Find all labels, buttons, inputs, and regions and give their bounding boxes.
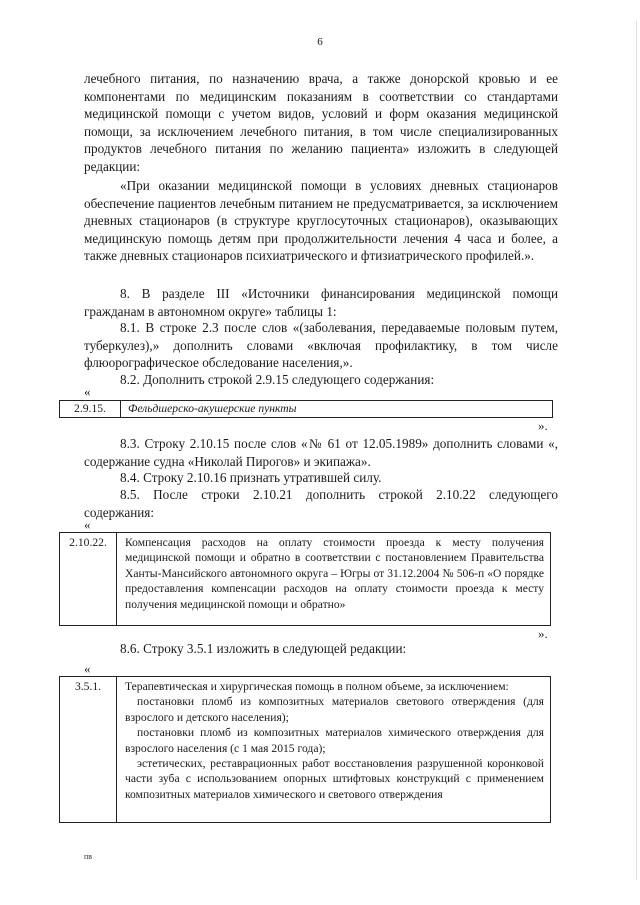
item-8-1: 8.1. В строке 2.3 после слов «(заболевания, передаваемые половым путем, туберкулез),» дополнить словами «включая профилактику, в том числе флюорографическое обследование населения,». bbox=[84, 320, 558, 371]
row-line-3: постановки пломб из композитных материалов химического отверждения для взрослого населения (с 1 мая 2015 года); bbox=[125, 726, 544, 755]
open-quote-3: « bbox=[84, 661, 91, 676]
close-quote-1: ». bbox=[538, 418, 548, 433]
item-8-2-block bbox=[84, 371, 558, 389]
intro-paragraph: лечебного питания, по назначению врача, а также донорской кровью и ее компонентами по медицинским показаниям в соответствии со стандартами медицинской помощи с учетом видов, условий и форм оказания медицинской помощи, за исключением лечебного питания, в том числе специализированных продуктов лечебного питания по желанию пациента» изложить в следующей редакции: bbox=[84, 71, 558, 174]
open-quote-2: « bbox=[84, 517, 91, 532]
row-code: 2.10.22. bbox=[60, 533, 117, 625]
row-text bbox=[117, 677, 550, 822]
row-line-2: постановки пломб из композитных материалов светового отверждения (для взрослого и детского населения); bbox=[125, 695, 544, 724]
row-code: 3.5.1. bbox=[60, 677, 117, 822]
item-8-1-block bbox=[84, 319, 558, 372]
row-line-4: эстетических, реставрационных работ восстановления разрушенной коронковой части зуба с использованием опорных штифтовых конструкций с применением композитных материалов химического и светового отверждения bbox=[125, 757, 544, 801]
page-number: 6 bbox=[317, 36, 323, 48]
table-row-2-10-22 bbox=[59, 532, 551, 626]
footer-mark: пв bbox=[84, 852, 93, 861]
item-8-3: 8.3. Строку 2.10.15 после слов «№ 61 от 12.05.1989» дополнить словами «, содержание судна «Николай Пирогов» и экипажа». bbox=[84, 436, 558, 469]
table-row-2-9-15 bbox=[59, 400, 553, 418]
intro-block bbox=[84, 70, 558, 176]
quote-paragraph: «При оказании медицинской помощи в условиях дневных стационаров обеспечение пациентов лечебным питанием не предусматривается, за исключением дневных стационаров (в структуре круглосуточных стационаров), оказывающих медицинскую помощь детям при продолжительности лечения 4 часа и более, а также дневных стационаров психиатрического и фтизиатрического профилей.». bbox=[84, 178, 558, 264]
item-8-4: 8.4. Строку 2.10.16 признать утратившей силу. bbox=[120, 470, 382, 485]
row-code: 2.9.15. bbox=[60, 401, 121, 417]
item-8-3-block bbox=[84, 435, 558, 470]
item-8-6-block bbox=[84, 640, 558, 658]
item-8-5: 8.5. После строки 2.10.21 дополнить строкой 2.10.22 следующего содержания: bbox=[84, 487, 558, 520]
item-8-4-block bbox=[84, 469, 558, 487]
item-8-5-block bbox=[84, 486, 558, 521]
item-8-2: 8.2. Дополнить строкой 2.9.15 следующего содержания: bbox=[120, 372, 435, 387]
close-quote-2: ». bbox=[538, 626, 548, 641]
open-quote-1: « bbox=[84, 384, 91, 399]
row-text bbox=[117, 533, 550, 625]
row-line-1: Терапевтическая и хирургическая помощь в полном объеме, за исключением: bbox=[125, 680, 509, 693]
item-8: 8. В разделе III «Источники финансирования медицинской помощи гражданам в автономном округе» таблицы 1: bbox=[84, 286, 558, 319]
item-8-block bbox=[84, 285, 558, 320]
table-row-3-5-1 bbox=[59, 676, 551, 823]
row-text-content: Компенсация расходов на оплату стоимости проезда к месту получения медицинской помощи и обратно в соответствии с постановлением Правительства Ханты-Мансийского автономного округа – Югры от 31.12.2004 № 506-п «О порядке предоставления компенсации расходов на оплату стоимости проезда к месту получения медицинской помощи и обратно» bbox=[125, 536, 544, 611]
row-text: Фельдшерско-акушерские пункты bbox=[128, 402, 297, 415]
item-8-6: 8.6. Строку 3.5.1 изложить в следующей редакции: bbox=[120, 641, 407, 656]
scan-edge bbox=[636, 20, 637, 880]
quote-block bbox=[84, 177, 558, 265]
